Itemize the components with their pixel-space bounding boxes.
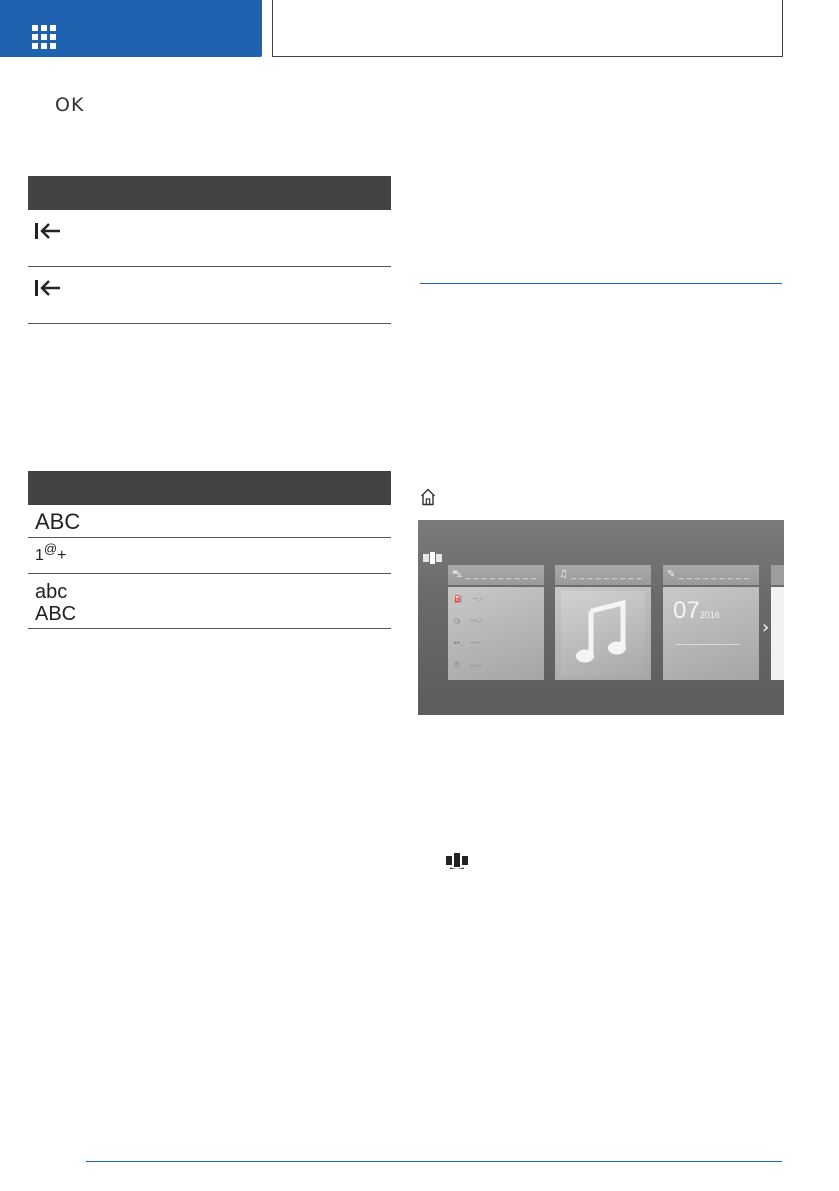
uppercase-symbol: ABC [35,509,81,534]
character-mode-table [28,471,391,629]
music-note-icon: ♫ [559,569,568,580]
section-divider [420,283,782,284]
media-tile[interactable] [555,587,651,680]
control-display-screenshot [418,520,784,715]
music-note-icon [561,591,645,677]
range-icon: ↔ [454,639,460,647]
media-tile-header: ♫ _ _ _ _ _ _ _ _ _ [555,565,651,585]
speed-icon: ◷ [454,617,461,625]
car-icon: ⛍ [452,569,463,580]
table-row [28,267,391,324]
time-icon: ⏱ [454,661,460,669]
clip-icon: ✎ [667,569,676,580]
chapter-tab[interactable] [0,0,262,57]
widget-switch-icon[interactable] [423,552,443,564]
table-row [28,538,391,574]
next-tile-edge[interactable] [771,587,784,680]
date-tile[interactable] [663,587,759,680]
lowercase-symbol: abc [35,581,68,603]
date-tile-header: ✎ _ _ _ _ _ _ _ _ _ [663,565,759,585]
album-art [561,591,645,677]
date-display: 072016 [673,597,720,624]
grid-menu-icon [32,25,58,51]
table-row [28,505,391,538]
symbols-symbol: 1@+ [35,541,67,564]
uppercase-symbol: ABC [35,603,77,625]
table-header [28,176,391,210]
vehicle-tile-header: ⛍ _ _ _ _ _ _ _ _ _ [448,565,544,585]
delete-symbols-table [28,176,391,324]
next-tile-header [771,565,784,585]
chevron-right-icon[interactable]: › [762,617,770,638]
delete-left-icon [34,222,62,240]
delete-left-icon [34,279,62,297]
footer-rule [86,1161,782,1162]
widget-switch-icon [446,853,468,869]
fuel-icon: ⛽ [454,595,463,603]
table-header [28,471,391,505]
date-underline [675,644,740,645]
vehicle-status-tile[interactable]: ⛽ --.- ◷ ---.- ↔ ---- ⏱ --:-- [448,587,544,680]
ok-label: OK [55,94,85,116]
table-row [28,574,391,629]
header-title-box [272,0,783,57]
table-row [28,210,391,267]
home-icon [420,488,436,506]
